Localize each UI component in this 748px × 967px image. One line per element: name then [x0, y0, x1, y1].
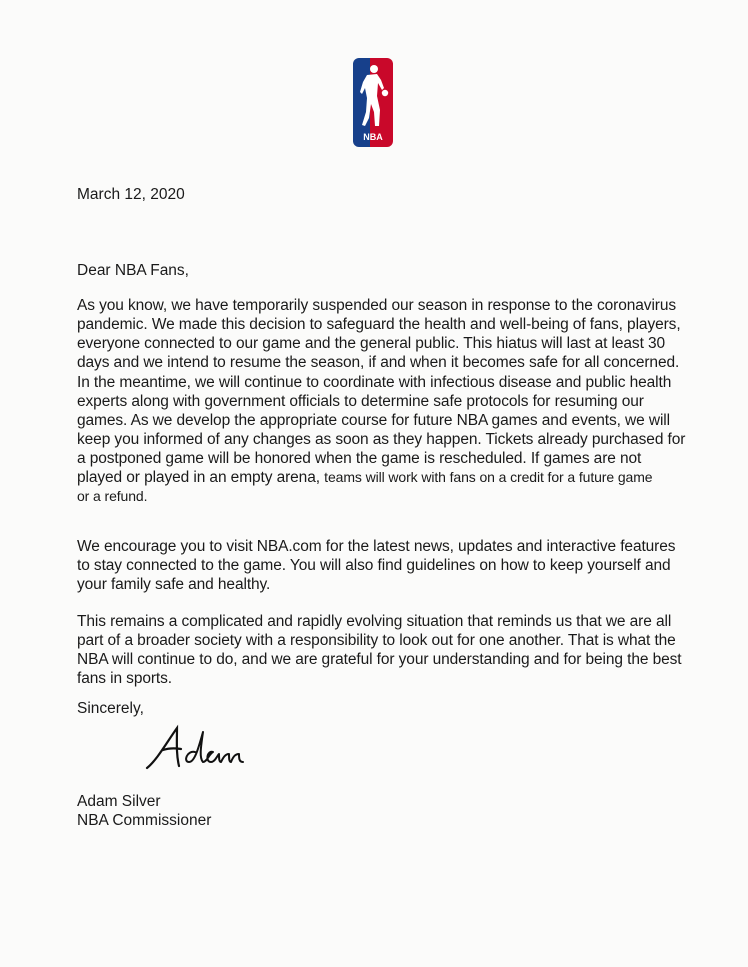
paragraph-line: This remains a complicated and rapidly evolving situation that reminds us that we are all	[77, 613, 672, 630]
paragraph-line: or a refund.	[77, 488, 148, 504]
salutation: Dear NBA Fans,	[77, 262, 189, 279]
paragraph-line: We encourage you to visit NBA.com for the latest news, updates and interactive features	[77, 538, 676, 555]
paragraph-line: everyone connected to our game and the general public. This hiatus will last at least 30	[77, 335, 666, 352]
paragraph-1	[77, 296, 717, 372]
signer-name: Adam Silver	[77, 793, 161, 810]
paragraph-line: a postponed game will be honored when the game is rescheduled. If games are not	[77, 450, 642, 467]
paragraph-line: As you know, we have temporarily suspended our season in response to the coronavirus	[77, 297, 677, 314]
paragraph-line: days and we intend to resume the season, if and when it becomes safe for all concerned.	[77, 354, 680, 371]
paragraph-line-end: teams will work with fans on a credit for a future game	[324, 469, 653, 485]
paragraph-line: part of a broader society with a responsibility to look out for one another. That is what the	[77, 632, 676, 649]
signer-block	[77, 792, 211, 830]
paragraph-line: games. As we develop the appropriate course for future NBA games and events, we will	[77, 412, 670, 429]
paragraph-3	[77, 537, 717, 594]
signer-title: NBA Commissioner	[77, 812, 212, 829]
paragraph-line: fans in sports.	[77, 670, 172, 687]
paragraph-line-start: played or played in an empty arena,	[77, 469, 320, 486]
paragraph-line: experts along with government officials to determine safe protocols for resuming our	[77, 393, 644, 410]
nba-logo	[353, 58, 393, 147]
paragraph-line: NBA will continue to do, and we are grateful for your understanding and for being the best	[77, 651, 682, 668]
paragraph-line: your family safe and healthy.	[77, 576, 271, 593]
logo-wordmark: NBA	[363, 132, 383, 142]
paragraph-4	[77, 612, 717, 688]
letter-date: March 12, 2020	[77, 186, 185, 203]
paragraph-line: keep you informed of any changes as soon as they happen. Tickets already purchased for	[77, 431, 686, 448]
paragraph-2	[77, 373, 717, 506]
paragraph-line	[77, 468, 717, 487]
closing: Sincerely,	[77, 700, 144, 717]
paragraph-line: to stay connected to the game. You will also find guidelines on how to keep yourself and	[77, 557, 671, 574]
paragraph-line: In the meantime, we will continue to coordinate with infectious disease and public health	[77, 374, 672, 391]
signature	[143, 724, 253, 774]
paragraph-line: pandemic. We made this decision to safeguard the health and well-being of fans, players,	[77, 316, 681, 333]
